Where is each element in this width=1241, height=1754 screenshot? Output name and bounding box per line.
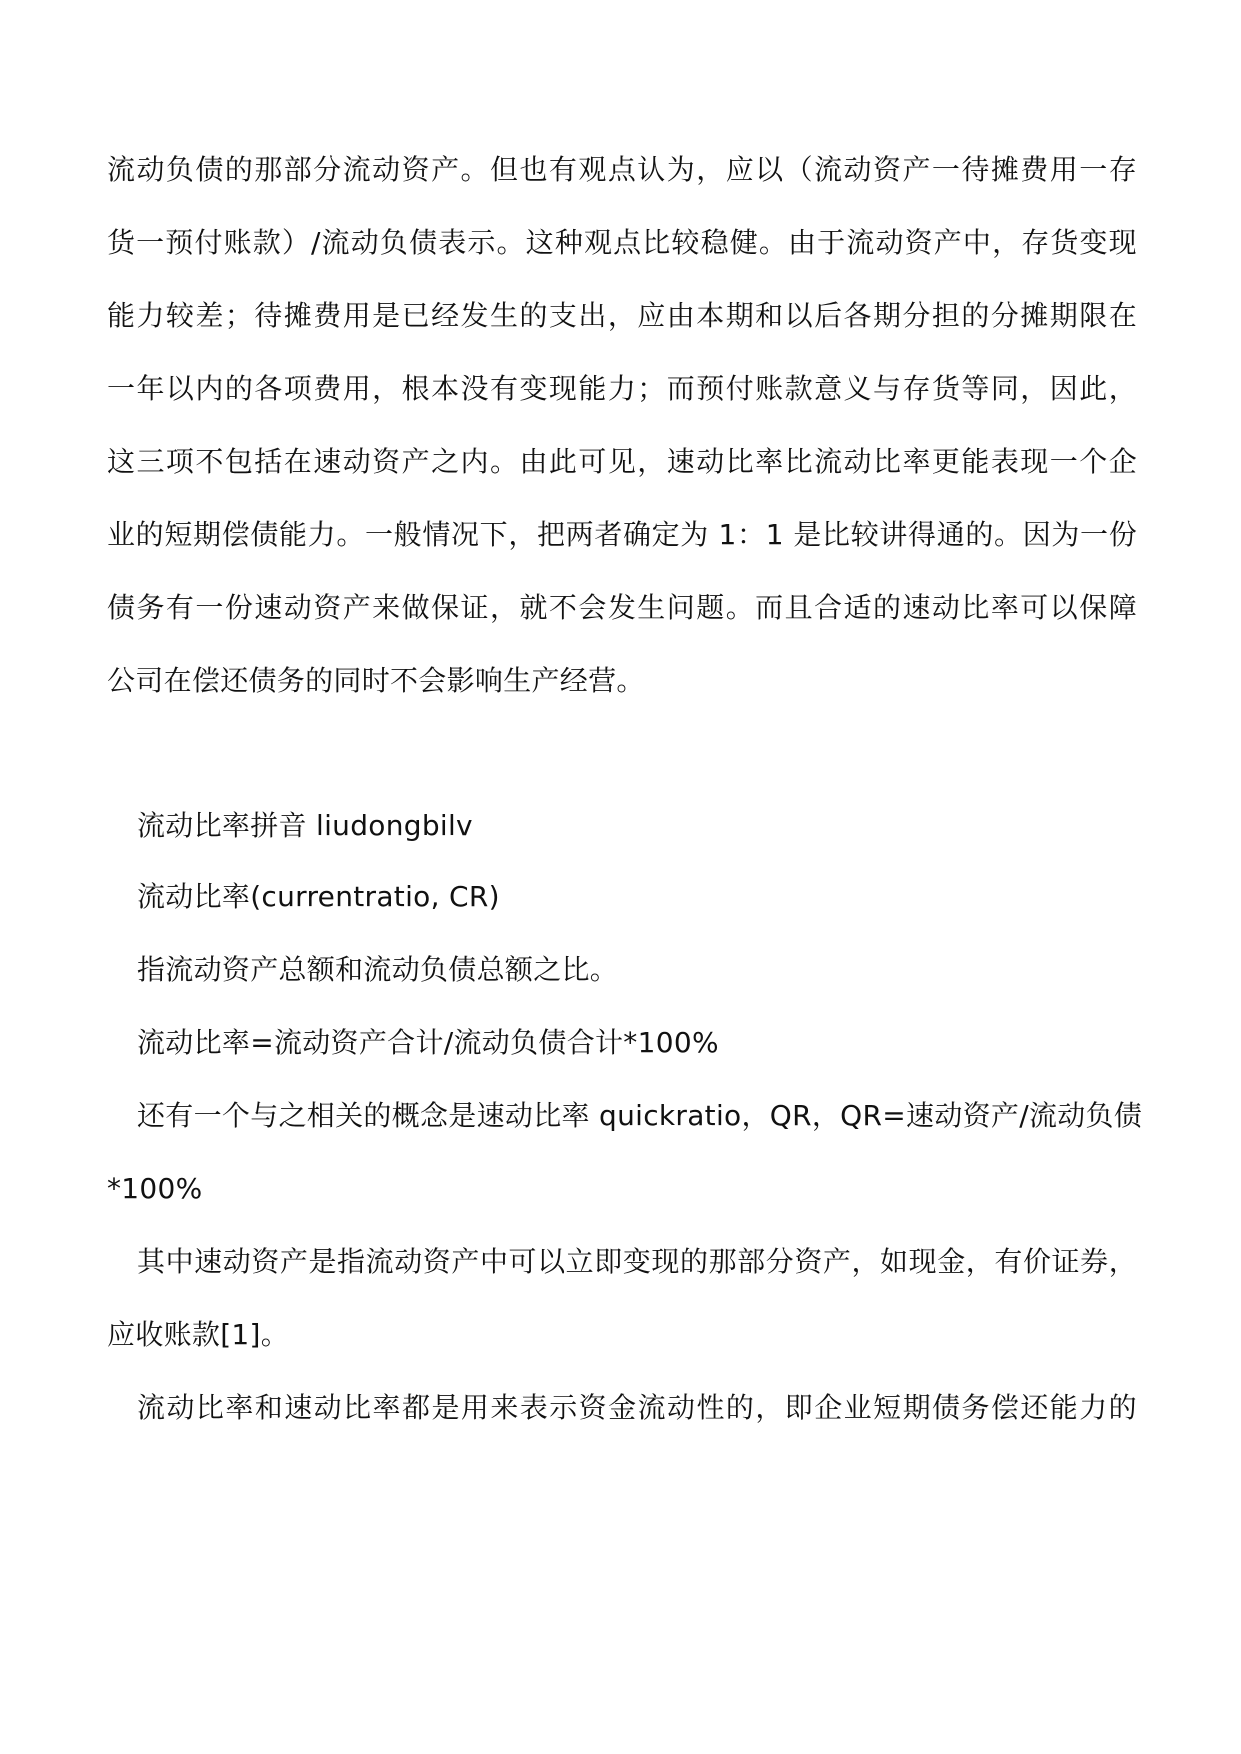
final-paragraph-line: 流动比率和速动比率都是用来表示资金流动性的，即企业短期债务偿还能力的 xyxy=(137,1391,1137,1424)
english-term-line: 流动比率(currentratio, CR) xyxy=(137,880,500,913)
paragraph-line: 公司在偿还债务的同时不会影响生产经营。 xyxy=(107,664,645,697)
quick-ratio-continuation: *100% xyxy=(107,1172,203,1205)
paragraph-line: 流动负债的那部分流动资产。但也有观点认为，应以（流动资产一待摊费用一存 xyxy=(107,153,1137,186)
quick-ratio-line: 还有一个与之相关的概念是速动比率 quickratio，QR，QR=速动资产/流动负债 xyxy=(137,1099,1143,1132)
paragraph-line: 业的短期偿债能力。一般情况下，把两者确定为 1：1 是比较讲得通的。因为一份 xyxy=(107,518,1137,551)
paragraph-line: 这三项不包括在速动资产之内。由此可见，速动比率比流动比率更能表现一个企 xyxy=(107,445,1137,478)
formula-line: 流动比率=流动资产合计/流动负债合计*100% xyxy=(137,1026,719,1059)
paragraph-line: 能力较差；待摊费用是已经发生的支出，应由本期和以后各期分担的分摊期限在 xyxy=(107,299,1137,332)
pinyin-line: 流动比率拼音 liudongbilv xyxy=(137,809,473,842)
paragraph-line: 货一预付账款）/流动负债表示。这种观点比较稳健。由于流动资产中，存货变现 xyxy=(107,226,1137,259)
quick-assets-continuation: 应收账款[1]。 xyxy=(107,1318,290,1351)
paragraph-line: 债务有一份速动资产来做保证，就不会发生问题。而且合适的速动比率可以保障 xyxy=(107,591,1137,624)
paragraph-line: 一年以内的各项费用，根本没有变现能力；而预付账款意义与存货等同，因此， xyxy=(107,372,1137,405)
quick-assets-line: 其中速动资产是指流动资产中可以立即变现的那部分资产，如现金，有价证券， xyxy=(137,1245,1137,1278)
definition-line: 指流动资产总额和流动负债总额之比。 xyxy=(137,953,619,986)
